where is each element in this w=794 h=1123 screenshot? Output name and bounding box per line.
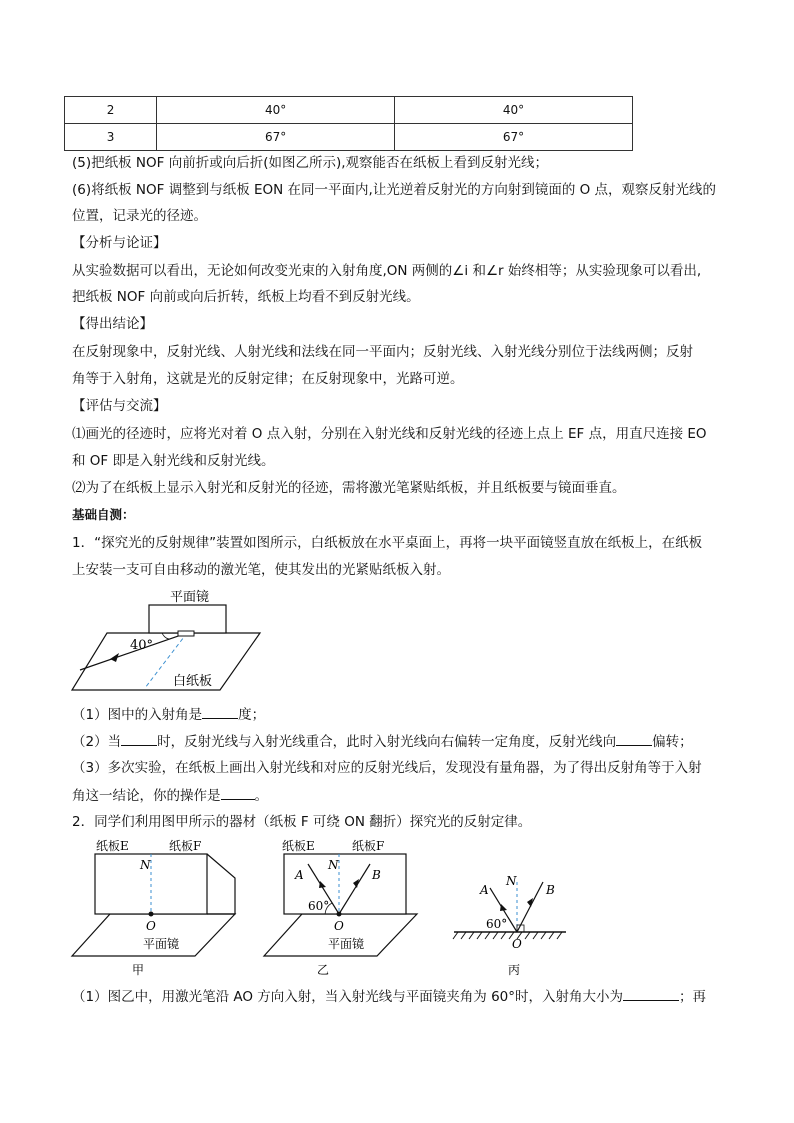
table-cell: 67° <box>157 124 395 151</box>
point-o-label: O <box>334 919 344 933</box>
mirror-label: 平面镜 <box>328 937 365 951</box>
point-a-label: A <box>480 883 489 897</box>
angle-label: 60° <box>308 899 330 913</box>
board-f-label: 纸板F <box>352 839 385 853</box>
selftest-heading: 基础自测： <box>72 507 135 522</box>
point-o-marker <box>149 912 154 917</box>
caption-jia: 甲 <box>132 963 145 976</box>
angle-label: 60° <box>486 917 508 931</box>
table-row <box>65 124 633 151</box>
table-cell: 67° <box>395 124 633 151</box>
board-e-label: 纸板E <box>96 839 129 853</box>
mirror-label: 平面镜 <box>143 937 180 951</box>
table-cell: 2 <box>65 97 157 124</box>
paper-board-shape <box>72 633 260 690</box>
evaluation-line3: ⑵为了在纸板上显示入射光和反射光的径迹，需将激光笔紧贴纸板，并且纸板要与镜面垂直。 <box>72 480 626 496</box>
mirror-hatching <box>453 932 562 939</box>
evaluation-heading: 【评估与交流】 <box>72 398 167 414</box>
table-row <box>65 97 633 124</box>
answer-blank[interactable] <box>221 785 255 800</box>
point-o-marker <box>337 912 342 917</box>
angle-label: 40° <box>130 638 154 653</box>
analysis-line2: 把纸板 NOF 向前或向后折转，纸板上均看不到反射光线。 <box>72 289 420 305</box>
board-e-label: 纸板E <box>282 839 315 853</box>
point-a-label: A <box>295 868 304 882</box>
q1-line1: 1．“探究光的反射规律”装置如图所示，白纸板放在水平桌面上，再将一块平面镜竖直放在纸板上，在纸板 <box>72 535 703 551</box>
q1-figure <box>70 585 270 695</box>
conclusion-heading: 【得出结论】 <box>72 316 153 332</box>
analysis-heading: 【分析与论证】 <box>72 235 167 251</box>
reflected-ray <box>517 882 543 932</box>
board-label: 白纸板 <box>173 674 213 689</box>
analysis-line1: 从实验数据可以看出，无论如何改变光束的入射角度,ON 两侧的∠i 和∠r 始终相等；从实验现象可以看出, <box>72 263 702 279</box>
laser-pen-shape <box>178 631 194 636</box>
point-n-label: N <box>328 858 339 872</box>
point-b-label: B <box>546 883 555 897</box>
step-6-line1: (6)将纸板 NOF 调整到与纸板 EON 在同一平面内,让光逆着反射光的方向射到镜面的 O 点，观察反射光线的 <box>72 182 717 198</box>
mirror-label: 平面镜 <box>170 590 210 605</box>
board-f-label: 纸板F <box>169 839 202 853</box>
step-6-line2: 位置，记录光的径迹。 <box>72 208 207 224</box>
q2-line1: 2．同学们利用图甲所示的器材（纸板 F 可绕 ON 翻折）探究光的反射定律。 <box>72 814 532 830</box>
q1-part2 <box>72 731 693 752</box>
q1-part2-text-b: 时，反射光线与入射光线重合，此时入射光线向右偏转一定角度，反射光线向 <box>157 734 617 750</box>
q1-line2: 上安装一支可自由移动的激光笔，使其发出的光紧贴纸板入射。 <box>72 562 450 578</box>
q1-part3-line1: （3）多次实验，在纸板上画出入射光线和对应的反射光线后，发现没有量角器，为了得出反射角等于入射 <box>72 760 702 776</box>
q2-part1-text-a: （1）图乙中，用激光笔沿 AO 方向入射，当入射光线与平面镜夹角为 60°时，入射角大小为 <box>72 989 624 1005</box>
evaluation-line1: ⑴画光的径迹时，应将光对着 O 点入射，分别在入射光线和反射光线的径迹上点上 EF 点，用直尺连接 EO <box>72 426 707 442</box>
answer-blank[interactable] <box>121 731 157 746</box>
angle-arc <box>162 633 170 639</box>
q2-part1 <box>72 986 706 1007</box>
point-b-label: B <box>372 868 381 882</box>
q2-figure-a <box>70 836 240 976</box>
q1-part3-line2 <box>72 785 268 806</box>
q1-part2-text-c: 偏转； <box>652 734 693 750</box>
q1-part1-text-b: 度； <box>238 707 266 723</box>
q1-part2-text-a: （2）当 <box>72 734 122 750</box>
mirror-shape <box>149 605 226 633</box>
q1-part1 <box>72 704 265 725</box>
answer-blank[interactable] <box>623 986 679 1001</box>
data-table <box>64 96 633 151</box>
board-fold-shape <box>207 854 235 914</box>
point-o-label: O <box>146 919 156 933</box>
answer-blank[interactable] <box>202 704 238 719</box>
arrow-icon <box>500 904 507 911</box>
q2-figure-b <box>262 836 422 976</box>
point-n-label: N <box>140 858 151 872</box>
caption-yi: 乙 <box>317 963 330 976</box>
q2-figure-c <box>450 860 570 976</box>
q1-part3-text-c: 。 <box>254 788 268 804</box>
q1-part1-text-a: （1）图中的入射角是 <box>72 707 203 723</box>
conclusion-line1: 在反射现象中，反射光线、人射光线和法线在同一平面内；反射光线、入射光线分别位于法线两侧；反射 <box>72 344 693 360</box>
caption-bing: 丙 <box>508 963 521 976</box>
evaluation-line2: 和 OF 即是入射光线和反射光线。 <box>72 453 275 469</box>
point-n-label: N <box>506 874 517 888</box>
table-cell: 3 <box>65 124 157 151</box>
answer-blank[interactable] <box>616 731 652 746</box>
point-o-label: O <box>512 937 522 951</box>
table-cell: 40° <box>395 97 633 124</box>
q1-part3-text-b: 角这一结论，你的操作是 <box>72 788 221 804</box>
step-5: (5)把纸板 NOF 向前折或向后折(如图乙所示),观察能否在纸板上看到反射光线； <box>72 155 549 171</box>
conclusion-line2: 角等于入射角，这就是光的反射定律；在反射现象中，光路可逆。 <box>72 371 464 387</box>
q2-part1-text-b: ；再 <box>679 989 707 1005</box>
table-cell: 40° <box>157 97 395 124</box>
